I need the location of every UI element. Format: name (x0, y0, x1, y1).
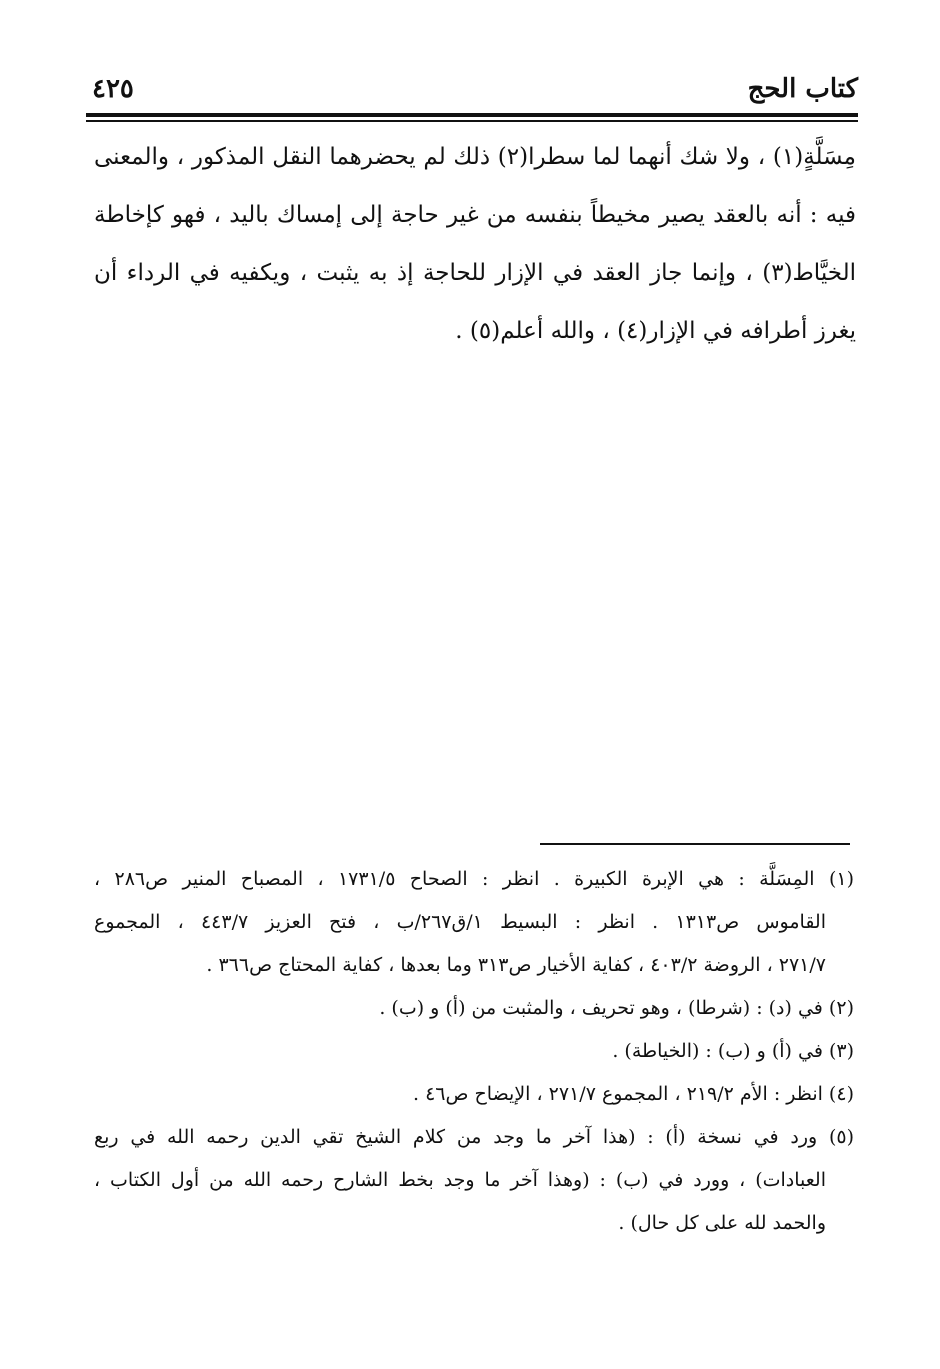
footnote-line: ٢٧١/٧ ، الروضة ٤٠٣/٢ ، كفاية الأخيار ص٣١٣ وما بعدها ، كفاية المحتاج ص٣٦٦ . (206, 954, 826, 976)
footnote-3 (94, 1030, 854, 1073)
footnote-5 (94, 1116, 854, 1245)
running-title: كتاب الحج (747, 74, 858, 104)
header-rule-thick (86, 113, 858, 117)
page-header (86, 72, 858, 112)
page-number: ٤٢٥ (92, 74, 134, 104)
footnote-line: (١) المِسَلَّة : هي الإبرة الكبيرة . انظر : الصحاح ١٧٣١/٥ ، المصباح المنير ص٢٨٦ ، (94, 868, 854, 890)
main-text-line: يغرز أطرافه في الإزار(٤) ، والله أعلم(٥) . (455, 318, 856, 344)
footnote-1 (94, 858, 854, 987)
footnote-2 (94, 987, 854, 1030)
main-text-line: مِسَلَّةٍ(١) ، ولا شك أنهما لما سطرا(٢) ذلك لم يحضرهما النقل المذكور ، والمعنى (94, 144, 856, 170)
footnote-line: (٥) ورد في نسخة (أ) : (هذا آخر ما وجد من كلام الشيخ تقي الدين رحمه الله في ربع (94, 1126, 854, 1148)
footnotes (94, 858, 854, 1245)
footnote-line: والحمد لله على كل حال) . (618, 1212, 826, 1234)
footnote-line: القاموس ص١٣١٣ . انظر : البسيط ١/ق٢٦٧/ب ، فتح العزيز ٤٤٣/٧ ، المجموع (94, 911, 827, 933)
main-text-line: الخيَّاط(٣) ، وإنما جاز العقد في الإزار للحاجة إذ به يثبت ، ويكفيه في الرداء أن (94, 260, 856, 286)
footnote-line: (٤) انظر : الأم ٢١٩/٢ ، المجموع ٢٧١/٧ ، الإيضاح ص٤٦ . (413, 1083, 854, 1105)
header-rule-thin (86, 120, 858, 122)
footnote-4 (94, 1073, 854, 1116)
footnote-line: العبادات) ، وورد في (ب) : (وهذا آخر ما وجد بخط الشارح رحمه الله من أول الكتاب ، (94, 1169, 826, 1191)
main-text-line: فيه : أنه بالعقد يصير مخيطاً بنفسه من غير حاجة إلى إمساك باليد ، فهو كإخاطة (94, 202, 856, 228)
main-text (94, 128, 856, 360)
footnote-line: (٣) في (أ) و (ب) : (الخياطة) . (612, 1040, 854, 1062)
footnote-separator (540, 843, 850, 845)
footnote-line: (٢) في (د) : (شرطا) ، وهو تحريف ، والمثبت من (أ) و (ب) . (379, 997, 854, 1019)
